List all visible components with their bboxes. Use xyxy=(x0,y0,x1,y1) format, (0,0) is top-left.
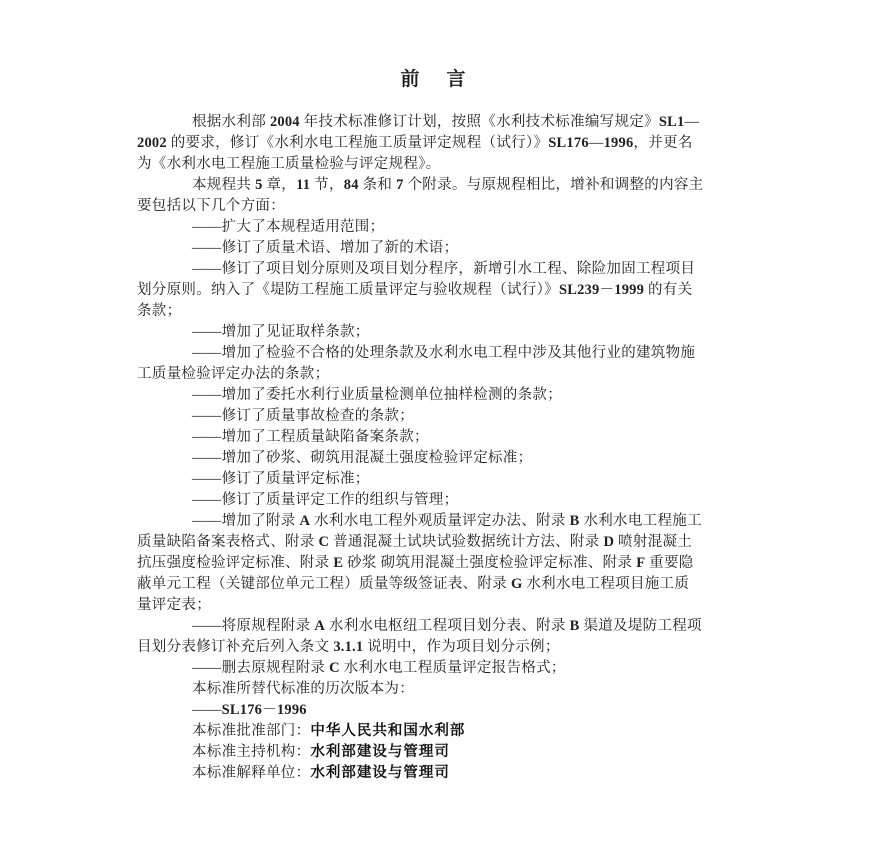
text-segment: G xyxy=(510,576,523,592)
text-line xyxy=(137,259,797,280)
text-segment: 84 xyxy=(343,177,359,193)
text-segment: ——增加了委托水利行业质量检测单位抽样检测的条款； xyxy=(192,387,562,403)
text-segment: ——删去原规程附录 xyxy=(192,660,330,676)
text-segment: 渠道及堤防工程项 xyxy=(579,618,702,634)
text-line xyxy=(137,637,797,658)
text-line xyxy=(137,763,797,784)
text-segment: — xyxy=(684,114,700,130)
text-segment: 为《水利水电工程施工质量检验与评定规程》。 xyxy=(137,156,441,172)
text-line xyxy=(137,406,797,427)
text-line xyxy=(137,679,797,700)
text-segment: 抗压强度检验评定标准、附录 xyxy=(137,555,334,571)
line-label: 本标准批准部门： xyxy=(192,723,311,739)
text-segment: 划分原则。纳入了《堤防工程施工质量评定与验收规程（试行）》 xyxy=(137,282,559,298)
text-segment: D xyxy=(603,534,615,550)
text-segment: ，并更名 xyxy=(633,135,693,151)
text-segment: SL176 xyxy=(221,702,263,718)
text-segment: ——增加了见证取样条款； xyxy=(192,324,370,340)
text-line xyxy=(137,238,797,259)
text-segment: B xyxy=(569,513,580,529)
text-segment: － xyxy=(599,282,615,298)
text-segment: 普通混凝土试块试验数据统计方法、附录 xyxy=(329,534,604,550)
text-segment: 喷射混凝土 xyxy=(614,534,693,550)
text-segment: 要包括以下几个方面： xyxy=(137,198,285,214)
text-segment: — xyxy=(588,135,604,151)
text-line xyxy=(137,448,797,469)
text-line xyxy=(137,700,797,721)
text-segment: 说明中，作为项目划分示例； xyxy=(363,639,560,655)
text-line xyxy=(137,343,797,364)
text-segment: ——修订了质量评定工作的组织与管理； xyxy=(192,492,459,508)
bold-text: 中华人民共和国水利部 xyxy=(310,723,466,739)
text-segment: E xyxy=(333,555,344,571)
line-label: 本标准主持机构： xyxy=(192,744,311,760)
text-segment: 11 xyxy=(296,177,311,193)
text-line xyxy=(137,574,797,595)
text-segment: 本标准所替代标准的历次版本为： xyxy=(192,681,414,697)
text-segment: 水利水电工程项目施工质 xyxy=(522,576,690,592)
text-segment: 条和 xyxy=(358,177,397,193)
text-segment: ——修订了项目划分原则及项目划分程序，新增引水工程、除险加固工程项目 xyxy=(192,261,696,277)
text-segment: 水利水电工程施工 xyxy=(579,513,702,529)
text-segment: 1999 xyxy=(614,282,645,298)
text-segment: SL176 xyxy=(548,135,589,151)
text-segment: 重要隐 xyxy=(645,555,694,571)
text-segment: 量评定表； xyxy=(137,597,211,613)
document-body xyxy=(137,112,797,784)
text-segment: 目划分表修订补充后列入条文 xyxy=(137,639,334,655)
text-line xyxy=(137,658,797,679)
text-segment: 的有关 xyxy=(644,282,693,298)
text-line xyxy=(137,616,797,637)
text-segment: 水利水电工程外观质量评定办法、附录 xyxy=(310,513,570,529)
text-line xyxy=(137,364,797,385)
line-label: 本标准解释单位： xyxy=(192,765,311,781)
text-line xyxy=(137,112,797,133)
text-segment: C xyxy=(329,660,340,676)
text-segment: A xyxy=(299,513,311,529)
text-line xyxy=(137,280,797,301)
text-segment: SL239 xyxy=(558,282,600,298)
text-segment: F xyxy=(636,555,646,571)
text-segment: 7 xyxy=(396,177,404,193)
text-line xyxy=(137,154,797,175)
text-segment: － xyxy=(262,702,277,718)
text-segment: ——修订了质量事故检查的条款； xyxy=(192,408,414,424)
bold-text: 水利部建设与管理司 xyxy=(310,744,450,760)
text-segment: 节， xyxy=(310,177,344,193)
text-segment: 2004 xyxy=(269,114,300,130)
text-segment: ——增加了工程质量缺陷备案条款； xyxy=(192,429,429,445)
text-line xyxy=(137,196,797,217)
text-segment: 5 xyxy=(255,177,263,193)
text-segment: 2002 xyxy=(137,135,167,151)
bold-text: 水利部建设与管理司 xyxy=(310,765,450,781)
text-segment: 砂浆 砌筑用混凝土强度检验评定标准、附录 xyxy=(343,555,637,571)
text-segment: ——增加了砂浆、砌筑用混凝土强度检验评定标准； xyxy=(192,450,533,466)
text-segment: ——增加了附录 xyxy=(192,513,300,529)
text-segment: —— xyxy=(192,702,222,718)
text-segment: ——增加了检验不合格的处理条款及水利水电工程中涉及其他行业的建筑物施 xyxy=(192,345,696,361)
text-line xyxy=(137,133,797,154)
text-line xyxy=(137,490,797,511)
text-line xyxy=(137,532,797,553)
text-segment: 的要求，修订《水利水电工程施工质量评定规程（试行）》 xyxy=(166,135,549,151)
text-segment: 质量缺陷备案表格式、附录 xyxy=(137,534,319,550)
text-line xyxy=(137,469,797,490)
text-segment: 个附录。与原规程相比，增补和调整的内容主 xyxy=(403,177,704,193)
text-segment: 工质量检验评定办法的条款； xyxy=(137,366,330,382)
text-segment: ——修订了质量术语、增加了新的术语； xyxy=(192,240,459,256)
page-title: 前 言 xyxy=(400,69,470,90)
text-line xyxy=(137,511,797,532)
text-line xyxy=(137,721,797,742)
text-line xyxy=(137,595,797,616)
text-segment: 条款； xyxy=(137,303,182,319)
text-segment: 水利水电枢纽工程项目划分表、附录 xyxy=(325,618,570,634)
text-line xyxy=(137,427,797,448)
text-segment: ——扩大了本规程适用范围； xyxy=(192,219,385,235)
text-line xyxy=(137,301,797,322)
text-segment: B xyxy=(569,618,580,634)
text-line xyxy=(137,553,797,574)
text-segment: 本规程共 xyxy=(192,177,256,193)
text-segment: 1996 xyxy=(276,702,307,718)
text-line xyxy=(137,742,797,763)
text-line xyxy=(137,385,797,406)
text-line xyxy=(137,175,797,196)
text-segment: A xyxy=(314,618,325,634)
text-segment: 根据水利部 xyxy=(192,114,270,130)
text-segment: 章， xyxy=(262,177,297,193)
text-segment: 3.1.1 xyxy=(333,639,364,655)
text-segment: 水利水电工程质量评定报告格式； xyxy=(339,660,566,676)
text-segment: 年技术标准修订计划，按照《水利技术标准编写规定》 xyxy=(299,114,659,130)
text-segment: C xyxy=(318,534,330,550)
text-segment: 蔽单元工程（关键部位单元工程）质量等级签证表、附录 xyxy=(137,576,511,592)
text-segment: 1996 xyxy=(603,135,634,151)
text-line xyxy=(137,322,797,343)
text-line xyxy=(137,217,797,238)
text-segment: ——将原规程附录 xyxy=(192,618,315,634)
text-segment: ——修订了质量评定标准； xyxy=(192,471,370,487)
text-segment: SL1 xyxy=(658,114,685,130)
